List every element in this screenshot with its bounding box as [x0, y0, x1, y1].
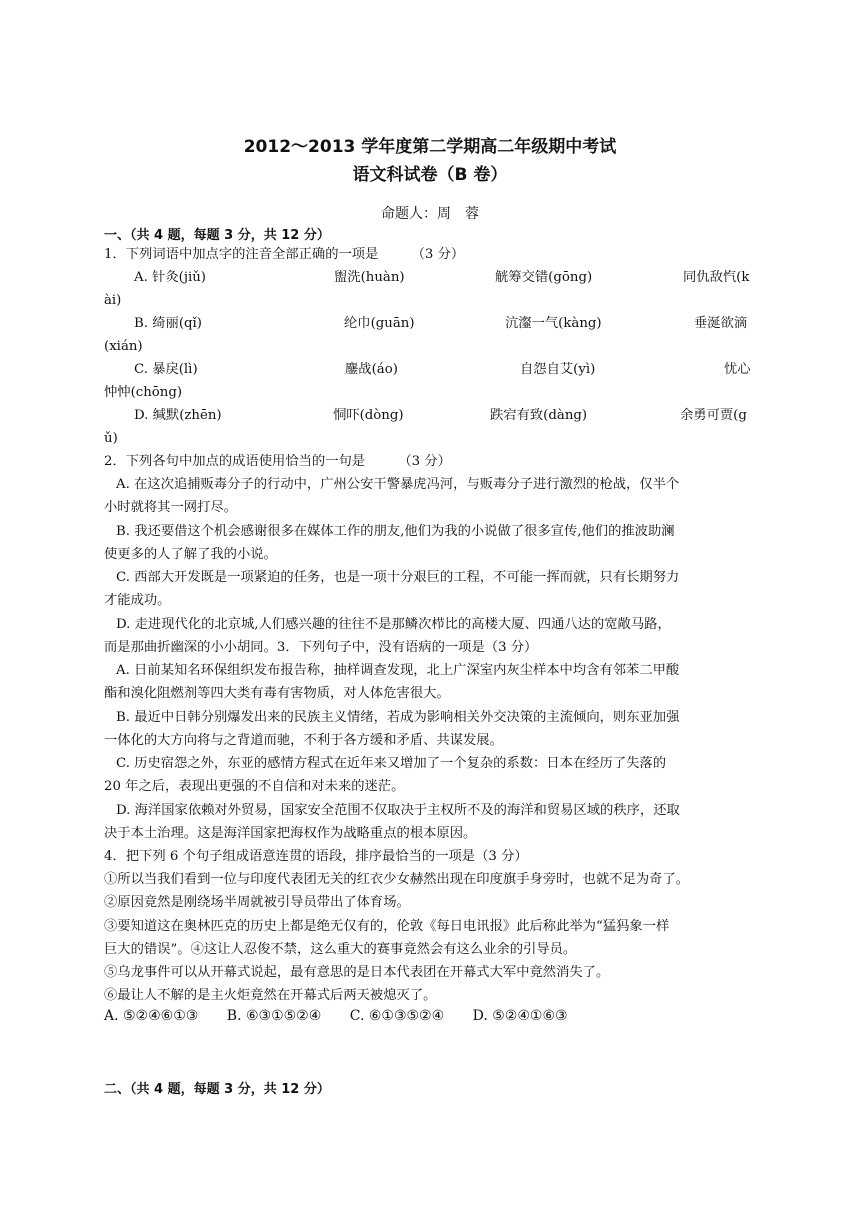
q1-optA-wrap: ài) — [104, 293, 122, 308]
q4-sentence-3-line1: ③要知道这在奥林匹克的历史上都是绝无仅有的，伦敦《每日电讯报》此后称此举为“猛犸象一样 — [104, 919, 670, 934]
q3-optD-line2: 决于本土治理。这是海洋国家把海权作为战略重点的根本原因。 — [104, 826, 477, 841]
section-2-heading: 二、（共 4 题，每题 3 分，共 12 分） — [104, 1082, 330, 1097]
q1-optA-4: 同仇敌忾(k — [683, 270, 750, 285]
q4-stem: 4．把下列 6 个句子组成语意连贯的语段，排序最恰当的一项是（3 分） — [104, 849, 528, 864]
q4-options — [104, 1008, 592, 1024]
q3-optC-line2: 20 年之后，表现出更强的不自信和对未来的迷茫。 — [104, 779, 405, 794]
q1-optD-3: 跌宕有致(dàng) — [490, 408, 588, 423]
q1-optC-1: C. 暴戾(lì) — [134, 362, 198, 377]
q1-optB-wrap: (xián) — [104, 339, 143, 354]
q1-stem: 1．下列词语中加点字的注音全部正确的一项是 （3 分） — [104, 247, 465, 262]
q4-sentence-3-line2: 巨大的错误”。④这让人忍俊不禁，这么重大的赛事竟然会有这么业余的引导员。 — [104, 942, 577, 957]
q2-optC-line1: C. 西部大开发既是一项紧迫的任务，也是一项十分艰巨的工程，不可能一挥而就，只有长期努力 — [116, 570, 680, 585]
q1-optA-3: 觥筹交错(gōng) — [495, 270, 593, 285]
q1-optC-wrap: 忡忡(chōng) — [104, 385, 183, 400]
q4-sentence-2: ②原因竟然是刚绕场半周就被引导员带出了体育场。 — [104, 895, 410, 910]
q3-optD-line1: D. 海洋国家依赖对外贸易，国家安全范围不仅取决于主权所不及的海洋和贸易区域的秩序，还取 — [116, 803, 680, 818]
q2-optA-line2: 小时就将其一网打尽。 — [104, 500, 237, 515]
q1-optD-4: 余勇可贾(g — [680, 408, 747, 423]
q2-optB-line1: B. 我还要借这个机会感谢很多在媒体工作的朋友,他们为我的小说做了很多宣传,他们的推波助澜 — [116, 524, 675, 539]
q1-optA-2: 盥洗(huàn) — [334, 270, 405, 285]
q4-sentence-1: ①所以当我们看到一位与印度代表团无关的红衣少女赫然出现在印度旗手身旁时，也就不足为奇了。 — [104, 872, 690, 887]
q3-optC-line1: C. 历史宿怨之外，东亚的感情方程式在近年来又增加了一个复杂的系数：日本在经历了失落的 — [116, 756, 667, 771]
q2-optD-line1: D. 走进现代化的北京城,人们感兴趣的往往不是那鳞次栉比的高楼大厦、四通八达的宽敞马路， — [116, 617, 671, 632]
q3-optB-line1: B. 最近中日韩分别爆发出来的民族主义情绪，若成为影响相关外交决策的主流倾向，则东亚加强 — [116, 710, 680, 725]
q2-optD-line2: 而是那曲折幽深的小小胡同。3．下列句子中，没有语病的一项是（3 分） — [104, 640, 538, 655]
q2-optA-line1: A. 在这次追捕贩毒分子的行动中，广州公安干警暴虎冯河，与贩毒分子进行激烈的枪战，仅半个 — [116, 477, 680, 492]
q3-optB-line2: 一体化的大方向将与之背道而驰，不利于各方缓和矛盾、共谋发展。 — [104, 733, 503, 748]
q4-sentence-6: ⑥最让人不解的是主火炬竟然在开幕式后两天被熄灭了。 — [104, 988, 437, 1003]
q1-optB-1: B. 绮丽(qǐ) — [134, 316, 202, 331]
q1-optD-1: D. 缄默(zhēn) — [134, 408, 222, 423]
author-line: 命题人：周 蓉 — [381, 206, 479, 222]
section-1-heading: 一、（共 4 题，每题 3 分，共 12 分） — [104, 228, 330, 243]
q4-sentence-5: ⑤乌龙事件可以从开幕式说起，最有意思的是日本代表团在开幕式大军中竟然消失了。 — [104, 965, 610, 980]
q1-optB-3: 沆瀣一气(kàng) — [505, 316, 602, 331]
q1-optB-4: 垂涎欲滴 — [694, 316, 748, 331]
q4-option-b: B. ⑥③①⑤②④ — [226, 1008, 322, 1024]
q1-optD-2: 恫吓(dòng) — [333, 408, 404, 423]
q4-option-a: A. ⑤②④⑥①③ — [104, 1008, 199, 1024]
q1-optD-wrap: ǔ) — [104, 431, 118, 446]
exam-title: 2012～2013 学年度第二学期高二年级期中考试 — [243, 137, 617, 157]
q1-optB-2: 纶巾(guān) — [344, 316, 415, 331]
exam-subtitle: 语文科试卷（B 卷） — [352, 165, 508, 185]
q2-optB-line2: 使更多的人了解了我的小说。 — [104, 547, 277, 562]
q1-optC-2: 鏖战(áo) — [345, 362, 398, 377]
q2-stem: 2．下列各句中加点的成语使用恰当的一句是 （3 分） — [104, 454, 451, 469]
q4-option-d: D. ⑤②④①⑥③ — [472, 1008, 568, 1024]
q3-optA-line1: A. 日前某知名环保组织发布报告称，抽样调查发现，北上广深室内灰尘样本中均含有邻苯二甲酸 — [116, 663, 680, 678]
q2-optC-line2: 才能成功。 — [104, 593, 171, 608]
q1-optA-1: A. 针灸(jiǔ) — [134, 270, 206, 285]
q1-optC-3: 自怨自艾(yì) — [520, 362, 596, 377]
q3-optA-line2: 酯和溴化阻燃剂等四大类有毒有害物质，对人体危害很大。 — [104, 686, 450, 701]
q4-option-c: C. ⑥①③⑤②④ — [349, 1008, 445, 1024]
q1-optC-4: 忧心 — [724, 362, 751, 377]
